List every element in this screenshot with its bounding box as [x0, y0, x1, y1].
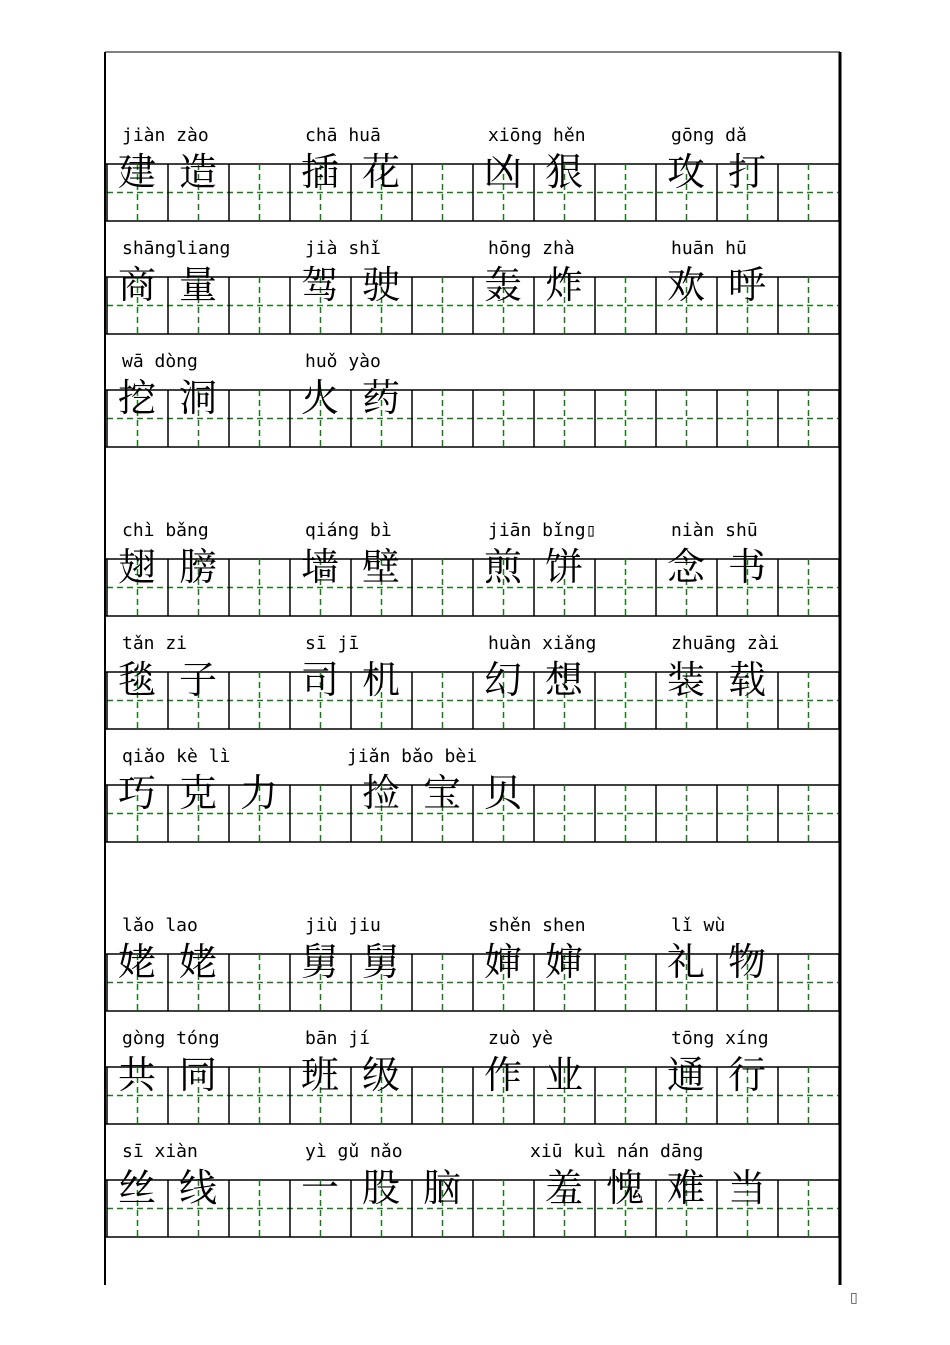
- word-pinyin: lǐ wù: [671, 915, 726, 936]
- word-pinyin: shāngliang: [122, 238, 231, 259]
- hanzi-character: 毯: [117, 658, 156, 702]
- hanzi-character: 司: [300, 658, 339, 702]
- hanzi-character: 同: [178, 1053, 217, 1097]
- word-pinyin: tǎn zi: [122, 633, 188, 654]
- page-mark: ▯: [850, 1290, 858, 1306]
- hanzi-character: 炸: [544, 263, 583, 307]
- word-pinyin: sī jī: [305, 633, 360, 654]
- hanzi-character: 载: [727, 658, 766, 702]
- word-pinyin: zhuāng zài: [671, 633, 780, 654]
- hanzi-character: 攻: [666, 150, 705, 194]
- word-pinyin: huǒ yào: [305, 351, 381, 372]
- hanzi-character: 线: [178, 1166, 217, 1210]
- hanzi-character: 业: [544, 1053, 583, 1097]
- hanzi-character: 脑: [422, 1166, 461, 1210]
- word-pinyin: sī xiàn: [122, 1141, 198, 1162]
- hanzi-character: 书: [727, 545, 766, 589]
- hanzi-character: 药: [361, 376, 400, 420]
- hanzi-character: 捡: [361, 771, 400, 815]
- hanzi-character: 婶: [544, 940, 583, 984]
- word-pinyin: gōng dǎ: [671, 125, 747, 146]
- hanzi-character: 饼: [544, 545, 583, 589]
- hanzi-character: 物: [727, 940, 766, 984]
- hanzi-character: 舅: [300, 940, 339, 984]
- hanzi-character: 造: [178, 150, 217, 194]
- word-pinyin: hōng zhà: [488, 238, 575, 259]
- hanzi-character: 宝: [422, 771, 461, 815]
- hanzi-character: 墙: [300, 545, 339, 589]
- hanzi-character: 壁: [361, 545, 400, 589]
- word-pinyin: qiáng bì: [305, 520, 392, 541]
- hanzi-character: 凶: [483, 150, 522, 194]
- word-pinyin: jiàn zào: [122, 125, 209, 146]
- word-pinyin: xiū kuì nán dāng: [530, 1141, 704, 1162]
- word-pinyin: chā huā: [305, 125, 381, 146]
- hanzi-character: 舅: [361, 940, 400, 984]
- hanzi-character: 洞: [178, 376, 217, 420]
- word-pinyin: chì bǎng: [122, 520, 209, 541]
- hanzi-character: 驶: [361, 263, 400, 307]
- hanzi-character: 商: [117, 263, 156, 307]
- hanzi-character: 建: [117, 150, 156, 194]
- hanzi-character: 量: [178, 263, 217, 307]
- word-pinyin: gòng tóng: [122, 1028, 220, 1049]
- hanzi-character: 作: [483, 1053, 522, 1097]
- hanzi-character: 通: [666, 1053, 705, 1097]
- hanzi-character: 子: [178, 658, 217, 702]
- hanzi-character: 级: [361, 1053, 400, 1097]
- word-pinyin: xiōng hěn: [488, 125, 586, 146]
- hanzi-character: 姥: [178, 940, 217, 984]
- hanzi-character: 礼: [666, 940, 705, 984]
- hanzi-character: 班: [300, 1053, 339, 1097]
- hanzi-character: 丝: [117, 1166, 156, 1210]
- hanzi-character: 机: [361, 658, 400, 702]
- word-pinyin: yì gǔ nǎo: [305, 1141, 403, 1162]
- word-pinyin: wā dòng: [122, 351, 198, 372]
- hanzi-character: 当: [727, 1166, 766, 1210]
- hanzi-character: 膀: [178, 545, 217, 589]
- word-pinyin: jià shǐ: [305, 238, 381, 259]
- hanzi-character: 装: [666, 658, 705, 702]
- hanzi-character: 火: [300, 376, 339, 420]
- hanzi-character: 一: [300, 1166, 339, 1210]
- word-pinyin: qiǎo kè lì: [122, 746, 231, 767]
- hanzi-character: 幻: [483, 658, 522, 702]
- hanzi-character: 股: [361, 1166, 400, 1210]
- hanzi-character: 想: [544, 658, 583, 702]
- hanzi-character: 共: [117, 1053, 156, 1097]
- word-pinyin: lǎo lao: [122, 915, 198, 936]
- hanzi-character: 花: [361, 150, 400, 194]
- hanzi-character: 难: [666, 1166, 705, 1210]
- hanzi-character: 力: [239, 771, 278, 815]
- hanzi-character: 煎: [483, 545, 522, 589]
- word-pinyin: jiù jiu: [305, 915, 381, 936]
- hanzi-character: 克: [178, 771, 217, 815]
- word-pinyin: tōng xíng: [671, 1028, 769, 1049]
- word-pinyin: huān hū: [671, 238, 747, 259]
- hanzi-character: 翅: [117, 545, 156, 589]
- hanzi-character: 挖: [117, 376, 156, 420]
- hanzi-character: 巧: [117, 771, 156, 815]
- hanzi-character: 行: [727, 1053, 766, 1097]
- word-pinyin: huàn xiǎng: [488, 633, 597, 654]
- word-pinyin: zuò yè: [488, 1028, 554, 1049]
- hanzi-character: 呼: [727, 263, 766, 307]
- hanzi-character: 愧: [605, 1166, 644, 1210]
- word-pinyin: shěn shen: [488, 915, 586, 936]
- word-pinyin: jiān bǐng▯: [488, 520, 597, 541]
- hanzi-character: 念: [666, 545, 705, 589]
- hanzi-character: 贝: [483, 771, 522, 815]
- hanzi-character: 羞: [544, 1166, 583, 1210]
- word-pinyin: jiǎn bǎo bèi: [347, 746, 478, 767]
- hanzi-character: 驾: [300, 263, 339, 307]
- hanzi-character: 插: [300, 150, 339, 194]
- hanzi-character: 轰: [483, 263, 522, 307]
- hanzi-character: 婶: [483, 940, 522, 984]
- hanzi-character: 姥: [117, 940, 156, 984]
- word-pinyin: niàn shū: [671, 520, 758, 541]
- hanzi-character: 狠: [544, 150, 583, 194]
- word-pinyin: bān jí: [305, 1028, 371, 1049]
- hanzi-character: 欢: [666, 263, 705, 307]
- hanzi-character: 打: [727, 150, 766, 194]
